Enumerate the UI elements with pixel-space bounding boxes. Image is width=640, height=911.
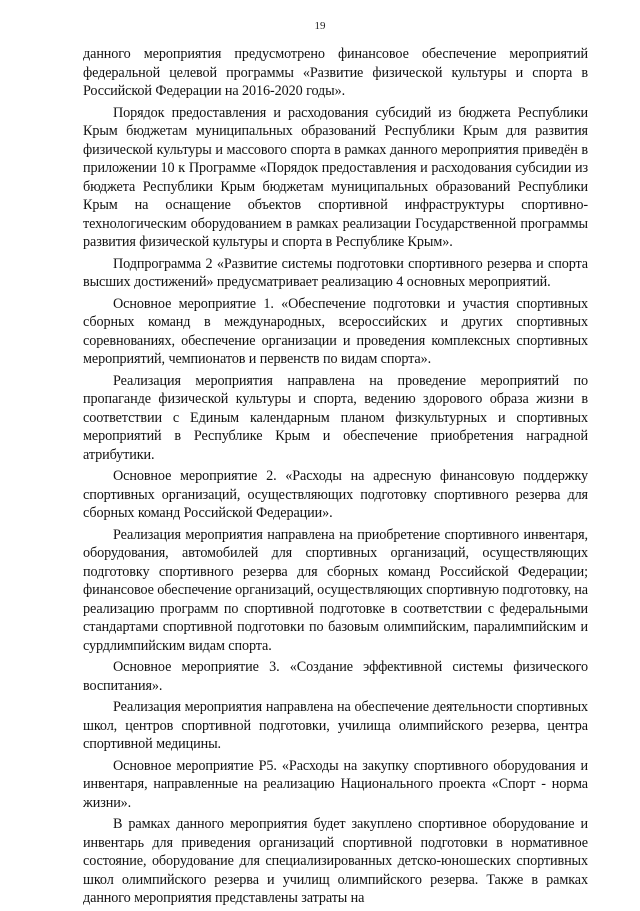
paragraph-2: Порядок предоставления и расходования субсидий из бюджета Республики Крым бюджетам муниципальных образований Республики Крым для развития физической культуры и массового спорта в рамках данного мероприятия приведён в приложении 10 к Программе «Порядок предоставления и расходования субсидии из бюджета Республики Крым бюджетам муниципальных образований Республики Крым на оснащение объектов спортивной инфраструктуры спортивно-технологическим оборудованием в рамках реализации Государственной программы развития физической культуры и спорта в Республике Крым». xyxy=(83,104,588,250)
paragraph-9: Реализация мероприятия направлена на обеспечение деятельности спортивных школ, центров спортивной подготовки, училища олимпийского резерва, центра спортивной медицины. xyxy=(83,699,588,752)
document-body xyxy=(83,45,588,911)
paragraph-6: Основное мероприятие 2. «Расходы на адресную финансовую поддержку спортивных организаций, осуществляющих подготовку спортивного резерва для сборных команд Российской Федерации». xyxy=(83,468,588,521)
paragraph-10: Основное мероприятие Р5. «Расходы на закупку спортивного оборудования и инвентаря, направленные на реализацию Национального проекта «Спорт - норма жизни». xyxy=(83,757,588,811)
paragraph-1: данного мероприятия предусмотрено финансовое обеспечение мероприятий федеральной целевой программы «Развитие физической культуры и спорта в Российской Федерации на 2016-2020 годы». xyxy=(83,46,588,99)
paragraph-7: Реализация мероприятия направлена на приобретение спортивного инвентаря, оборудования, автомобилей для спортивных организаций, осуществляющих подготовку спортивного резерва для сборных команд Российской Федерации; финансовое обеспечение организаций, осуществляющих спортивную подготовку, на реализацию программ по спортивной подготовке в соответствии с федеральными стандартами спортивной подготовки по базовым олимпийским, паралимпийским и сурдлимпийским видам спорта. xyxy=(83,526,588,654)
paragraph-11: В рамках данного мероприятия будет закуплено спортивное оборудование и инвентарь для приведения организаций спортивной подготовки в нормативное состояние, оборудование для специализированных детско-юношеских спортивных школ олимпийского резерва и училищ олимпийского резерва. Также в рамках данного мероприятия представлены затраты на xyxy=(83,816,588,906)
paragraph-8: Основное мероприятие 3. «Создание эффективной системы физического воспитания». xyxy=(83,659,588,694)
paragraph-5: Реализация мероприятия направлена на проведение мероприятий по пропаганде физической культуры и спорта, ведению здорового образа жизни в соответствии с Единым календарным планом физкультурных и спортивных мероприятий в Республике Крым и обеспечение приобретения наградной атрибутики. xyxy=(83,372,588,463)
paragraph-4: Основное мероприятие 1. «Обеспечение подготовки и участия спортивных сборных команд в международных, всероссийских и других спортивных соревнованиях, обеспечение организации и проведения комплексных спортивных мероприятий, чемпионатов и первенств по видам спорта». xyxy=(83,295,588,367)
page-number: 19 xyxy=(314,20,326,32)
paragraph-3: Подпрограмма 2 «Развитие системы подготовки спортивного резерва и спорта высших достижений» предусматривает реализацию 4 основных мероприятий. xyxy=(83,255,588,290)
